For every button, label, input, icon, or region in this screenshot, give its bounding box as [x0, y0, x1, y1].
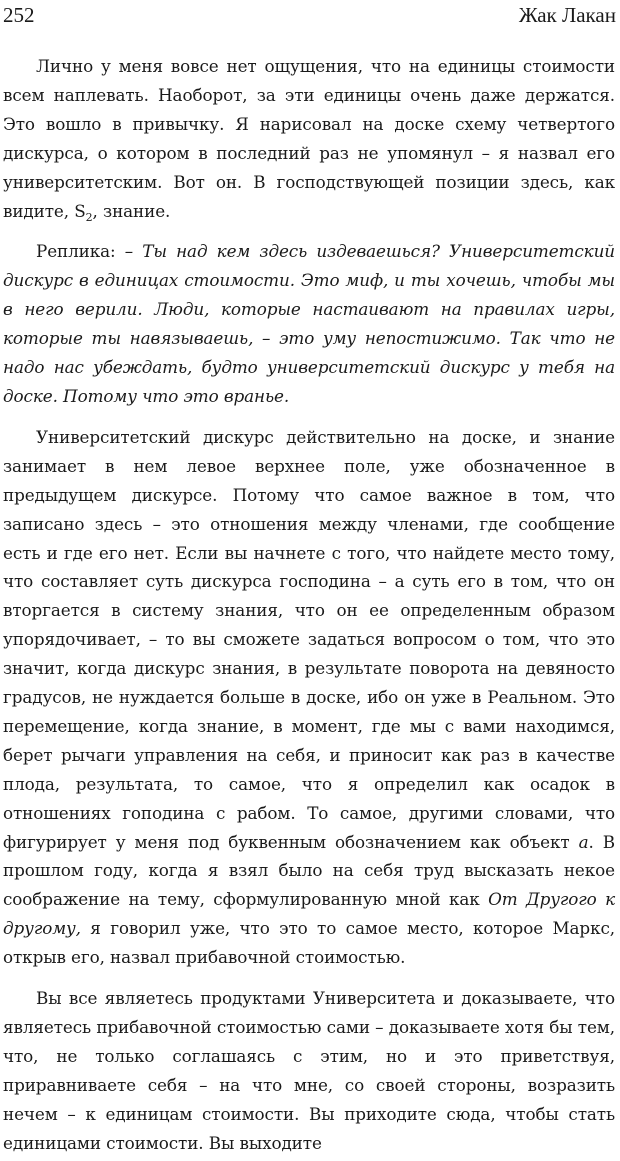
running-head-author: Жак Лакан [518, 3, 616, 27]
speaker-label: Реплика: [36, 241, 125, 262]
page-header [3, 2, 616, 32]
paragraph-2-remark [3, 237, 615, 410]
remark-text: – Ты над кем здесь издеваешься? Университетский дискурс в единицах стоимости. Это миф, и ты хочешь, чтобы мы в него верили. Люди, которые настаивают на правилах игры, которые ты навязываешь, – это уму непостижимо. Так что не надо нас убеждать, будто университетский дискурс у тебя на доске. Потому что это вранье. [3, 241, 615, 406]
paragraph-3-text-a: Университетский дискурс действительно на доске, и знание занимает в нем левое верхнее поле, уже обозначенное в предыдущем дискурсе. Потому что самое важное в том, что записано здесь – это отношения между членами, где сообщение есть и где его нет. Если вы начнете с того, что найдете место тому, что составляет суть дискурса господина – а суть его в том, что он вторгается в систему знания, что он ее определенным образом упорядочивает, – то вы сможете задаться вопросом о том, что это значит, когда дискурс знания, в результате поворота на девяносто градусов, не нуждается больше в доске, ибо он уже в Реальном. Это перемещение, когда знание, в момент, где мы с вами находимся, берет рычаги управления на себя, и приносит как раз в качестве плода, результата, то самое, что я определил как осадок в отношениях гоподина с рабом. То самое, другими словами, что фигурирует у меня под буквенным обозначением как объект [3, 426, 615, 852]
seminar-title: От Другого к другому, [3, 889, 615, 939]
paragraph-1 [3, 52, 615, 225]
subscript-2: 2 [85, 210, 93, 224]
body-text [3, 52, 615, 1158]
paragraph-4: Вы все являетесь продуктами Университета и доказываете, что являетесь прибавочной стоимостью сами – доказываете хотя бы тем, что, не только соглашаясь с этим, но и это приветствуя, приравниваете себя – на что мне, со своей стороны, возразить нечем – к единицам стоимости. Вы приходите сюда, чтобы стать единицами стоимости. Вы выходите [3, 988, 615, 1153]
paragraph-1-text: Лично у меня вовсе нет ощущения, что на единицы стоимости всем наплевать. Наоборот, за эти единицы очень даже держатся. Это вошло в привычку. Я нарисовал на доске схему четвертого дискурса, о котором в последний раз не упомянул – я назвал его университетским. Вот он. В господствующей позиции здесь, как видите, S [3, 56, 615, 221]
paragraph-1-end: , знание. [92, 200, 171, 221]
paragraph-3-text-b: . В прошлом году, когда я взял было на себя труд высказать некое соображение на тему, сформулированную мной как [3, 831, 616, 910]
object-a-letter: а [578, 831, 589, 852]
paragraph-3 [3, 423, 615, 972]
page-number: 252 [3, 3, 35, 27]
paragraph-3-text-c: я говорил уже, что это то самое место, которое Маркс, открыв его, назвал прибавочной стоимостью. [3, 918, 615, 968]
